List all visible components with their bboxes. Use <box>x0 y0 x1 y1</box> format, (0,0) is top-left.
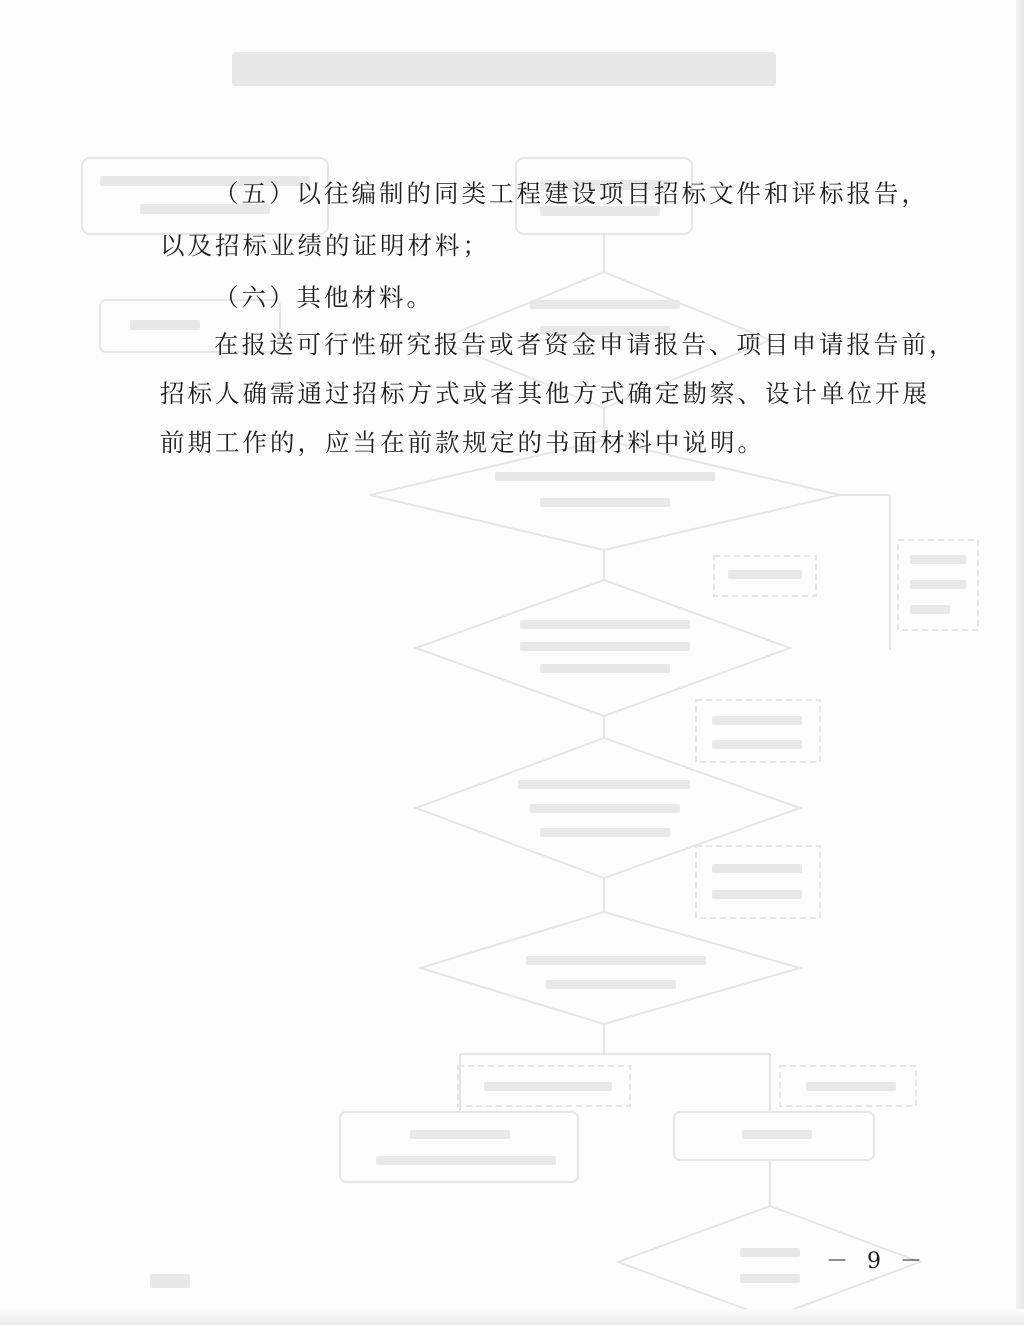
text-line-1: （五）以往编制的同类工程建设项目招标文件和评标报告， <box>214 179 929 208</box>
page-bottom-edge <box>0 1309 1024 1325</box>
page-number: － 9 － <box>826 1249 928 1274</box>
text-line-5: 招标人确需通过招标方式或者其他方式确定勘察、设计单位开展 <box>160 379 930 408</box>
text-line-4: 在报送可行性研究报告或者资金申请报告、项目申请报告前， <box>214 330 957 359</box>
text-line-6: 前期工作的，应当在前款规定的书面材料中说明。 <box>160 428 765 457</box>
text-line-3: （六）其他材料。 <box>214 283 434 312</box>
text-line-2: 以及招标业绩的证明材料； <box>160 231 490 260</box>
page-edge-shadow <box>1016 0 1024 1325</box>
